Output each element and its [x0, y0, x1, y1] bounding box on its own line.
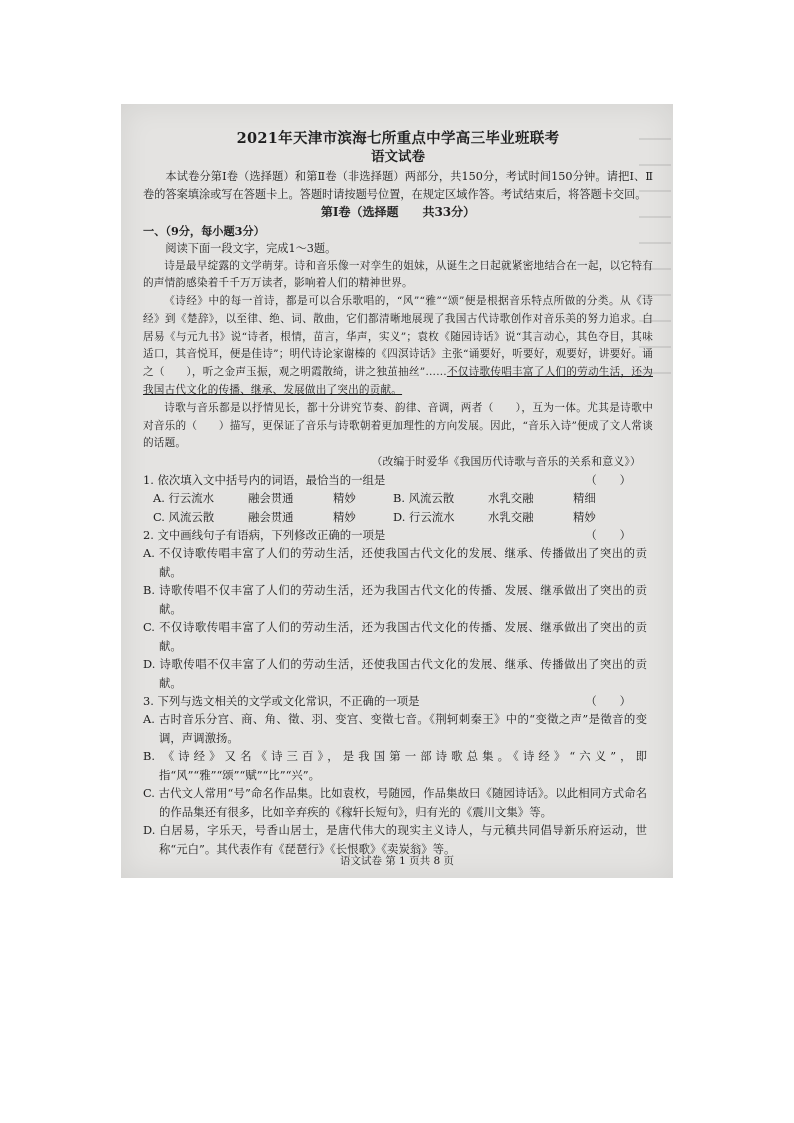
q3-option-b: B. 《诗经》又名《诗三百》，是我国第一部诗歌总集。《诗经》“六义”，即指“风”“雅”“颂”“赋”“比”“兴”。: [143, 749, 647, 782]
answer-paren: （ ）: [585, 528, 631, 543]
q2-option-c: C. 不仅诗歌传唱丰富了人们的劳动生活，还为我国古代文化的传播、发展、继承做出了突出的贡献。: [143, 620, 647, 653]
part-heading: 一、（9分，每小题3分）: [143, 224, 265, 238]
question-2-text: 2. 文中画线句子有语病，下列修改正确的一项是: [143, 528, 386, 543]
option-b-word-3: 精细: [573, 491, 596, 506]
option-b-word-2: 水乳交融: [488, 491, 534, 506]
exam-title: 2021年天津市滨海七所重点中学高三毕业班联考: [236, 130, 560, 147]
option-a-word-2: 融会贯通: [248, 491, 294, 506]
question-3-text: 3. 下列与选文相关的文学或文化常识，不正确的一项是: [143, 694, 420, 709]
section-title: 第Ⅰ卷（选择题 共33分）: [320, 205, 476, 219]
passage-paragraph-1: 诗是最早绽露的文学萌芽。诗和音乐像一对孪生的姐妹，从诞生之日起就紧密地结合在一起，以它特有的声情韵感染着千千万万读者，影响着人们的精神世界。: [143, 259, 653, 290]
exam-instructions: 本试卷分第Ⅰ卷（选择题）和第Ⅱ卷（非选择题）两部分，共150分，考试时间150分钟。请把Ⅰ、Ⅱ卷的答案填涂或写在答题卡上。答题时请按题号位置，在规定区域作答。考试结束后，将答题卡交回。: [143, 170, 653, 201]
option-d-word-2: 水乳交融: [488, 509, 534, 524]
exam-page-photo: [121, 104, 673, 878]
exam-content: [143, 130, 653, 858]
q1-option-row-1: [143, 489, 653, 508]
option-a: A. 行云流水: [153, 491, 215, 506]
passage-paragraph-2: [143, 293, 653, 400]
exam-subtitle: 语文试卷: [371, 149, 425, 165]
reading-prompt: 阅读下面一段文字，完成1～3题。: [165, 242, 337, 255]
q1-option-row-2: [143, 508, 653, 527]
q2-option-b: B. 诗歌传唱不仅丰富了人们的劳动生活，还为我国古代文化的传播、发展、继承做出了突出的贡献。: [143, 583, 647, 616]
question-2-stem: [143, 526, 653, 544]
option-d: D. 行云流水: [393, 509, 455, 524]
option-b: B. 风流云散: [393, 491, 455, 506]
q3-option-a: A. 古时音乐分宫、商、角、徵、羽、变宫、变徵七音。《荆轲刺秦王》中的“变徵之声”是徵音的变调，声调激扬。: [143, 712, 647, 745]
option-c-word-2: 融会贯通: [248, 509, 294, 524]
question-3-stem: [143, 692, 653, 710]
q2-option-a: A. 不仅诗歌传唱丰富了人们的劳动生活，还使我国古代文化的发展、继承、传播做出了突出的贡献。: [143, 546, 647, 579]
option-a-word-3: 精妙: [333, 491, 356, 506]
question-1-stem: [143, 471, 653, 489]
option-c-word-3: 精妙: [333, 509, 356, 524]
passage-paragraph-3: 诗歌与音乐都是以抒情见长，都十分讲究节奏、韵律、音调，两者（ ），互为一体。尤其是诗歌中对音乐的（ ）描写，更保证了音乐与诗歌朝着更加理性的方向发展。因此，“音乐入诗”便成了文人常谈的话题。: [143, 401, 653, 450]
passage-source: （改编于时爱华《我国历代诗歌与音乐的关系和意义》）: [371, 455, 641, 469]
answer-paren: （ ）: [585, 694, 631, 709]
question-1-text: 1. 依次填入文中括号内的词语，最恰当的一组是: [143, 473, 386, 488]
q2-option-d: D. 诗歌传唱不仅丰富了人们的劳动生活，还使我国古代文化的发展、继承、传播做出了突出的贡献。: [143, 657, 647, 690]
answer-paren: （ ）: [585, 473, 631, 488]
option-d-word-3: 精妙: [573, 509, 596, 524]
q3-option-d: D. 白居易，字乐天，号香山居士，是唐代伟大的现实主义诗人，与元稹共同倡导新乐府运动，世称“元白”。其代表作有《琵琶行》《长恨歌》《卖炭翁》等。: [143, 823, 647, 856]
page-footer: 语文试卷 第 1 页共 8 页: [339, 855, 455, 867]
passage-2-text: 《诗经》中的每一首诗，都是可以合乐歌唱的，“风”“雅”“颂”便是根据音乐特点所做的分类。从《诗经》到《楚辞》，以至律、绝、词、散曲，它们都清晰地展现了我国古代诗歌创作对音乐美的努力追求。白居易《与元九书》说“诗者，根情，苗言，华声，实义”；袁枚《随园诗话》说“其言动心，其色夺目，其味适口，其音悦耳，便是佳诗”；明代诗论家谢榛的《四溟诗话》主张“诵要好，听要好，观要好，讲要好。诵之（ ），听之金声玉振，观之明霞散绮，讲之独茧抽丝”……: [143, 295, 653, 379]
underlined-sentence: 不仅诗歌传唱丰富了人们的劳动生活，还为我国古代文化的传播、继承、发展做出了突出的贡献。: [143, 366, 653, 397]
option-c: C. 风流云散: [153, 509, 215, 524]
q3-option-c: C. 古代文人常用“号”命名作品集。比如袁枚，号随园，作品集故曰《随园诗话》。以此相同方式命名的作品集还有很多，比如辛弃疾的《稼轩长短句》，归有光的《震川文集》等。: [143, 786, 647, 819]
